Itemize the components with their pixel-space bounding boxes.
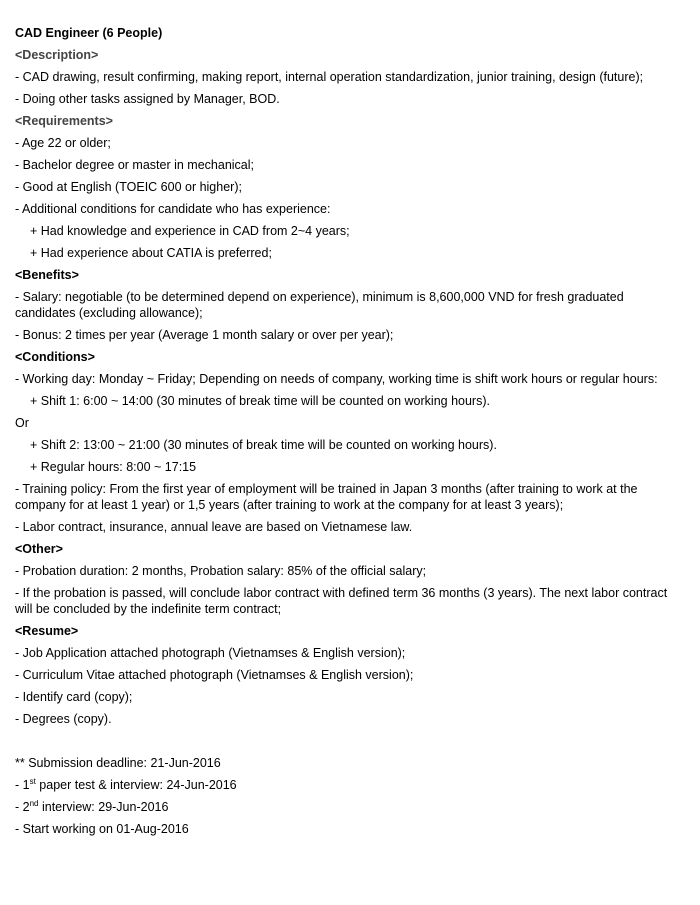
benefit-item: - Salary: negotiable (to be determined depend on experience), minimum is 8,600,000 VND for fresh graduated candidates (excluding allowance); — [15, 290, 624, 320]
requirements-heading: <Requirements> — [15, 114, 113, 128]
benefits-heading: <Benefits> — [15, 268, 79, 282]
working-day: - Working day: Monday ~ Friday; Depending on needs of company, working time is shift work hours or regular hours: — [15, 372, 658, 386]
shift-1: + Shift 1: 6:00 ~ 14:00 (30 minutes of break time will be counted on working hours). — [30, 394, 490, 408]
requirement-item: - Age 22 or older; — [15, 136, 111, 150]
shift-2: + Shift 2: 13:00 ~ 21:00 (30 minutes of break time will be counted on working hours). — [30, 438, 497, 452]
job-posting — [15, 25, 685, 843]
interview-suffix: interview: 29-Jun-2016 — [38, 800, 169, 814]
training-policy: - Training policy: From the first year of employment will be trained in Japan 3 months (after training to work at the company for at least 1 year) or 1,5 years (after training to work at the company for at least 3 years); — [15, 482, 638, 512]
interview-ordinal: nd — [29, 798, 39, 808]
other-heading: <Other> — [15, 542, 63, 556]
job-title: CAD Engineer (6 People) — [15, 26, 163, 40]
description-item: - Doing other tasks assigned by Manager, BOD. — [15, 92, 280, 106]
interview-date — [15, 799, 685, 815]
requirement-subitem: + Had knowledge and experience in CAD from 2~4 years; — [30, 224, 350, 238]
paper-test-date — [15, 777, 685, 793]
requirement-item: - Bachelor degree or master in mechanical; — [15, 158, 255, 172]
requirement-item: - Additional conditions for candidate who has experience: — [15, 202, 331, 216]
labor-contract: - Labor contract, insurance, annual leave are based on Vietnamese law. — [15, 520, 413, 534]
resume-item: - Curriculum Vitae attached photograph (Vietnamses & English version); — [15, 668, 414, 682]
interview-prefix: - 2 — [15, 800, 30, 814]
paper-test-suffix: paper test & interview: 24-Jun-2016 — [35, 778, 237, 792]
resume-item: - Job Application attached photograph (Vietnamses & English version); — [15, 646, 406, 660]
resume-item: - Degrees (copy). — [15, 712, 112, 726]
description-item: - CAD drawing, result confirming, making report, internal operation standardization, junior training, design (future); — [15, 70, 644, 84]
benefit-item: - Bonus: 2 times per year (Average 1 month salary or over per year); — [15, 328, 394, 342]
description-heading: <Description> — [15, 48, 99, 62]
other-item: - If the probation is passed, will conclude labor contract with defined term 36 months (3 years). The next labor contract will be concluded by the indefinite term contract; — [15, 586, 668, 616]
paper-test-prefix: - 1 — [15, 778, 30, 792]
regular-hours: + Regular hours: 8:00 ~ 17:15 — [30, 460, 197, 474]
other-item: - Probation duration: 2 months, Probation salary: 85% of the official salary; — [15, 564, 427, 578]
or-text: Or — [15, 416, 29, 430]
requirement-subitem: + Had experience about CATIA is preferred; — [30, 246, 272, 260]
conditions-heading: <Conditions> — [15, 350, 95, 364]
start-date: - Start working on 01-Aug-2016 — [15, 822, 189, 836]
paper-test-ordinal: st — [29, 776, 36, 786]
submission-deadline: ** Submission deadline: 21-Jun-2016 — [15, 756, 221, 770]
resume-item: - Identify card (copy); — [15, 690, 133, 704]
resume-heading: <Resume> — [15, 624, 79, 638]
requirement-item: - Good at English (TOEIC 600 or higher); — [15, 180, 242, 194]
